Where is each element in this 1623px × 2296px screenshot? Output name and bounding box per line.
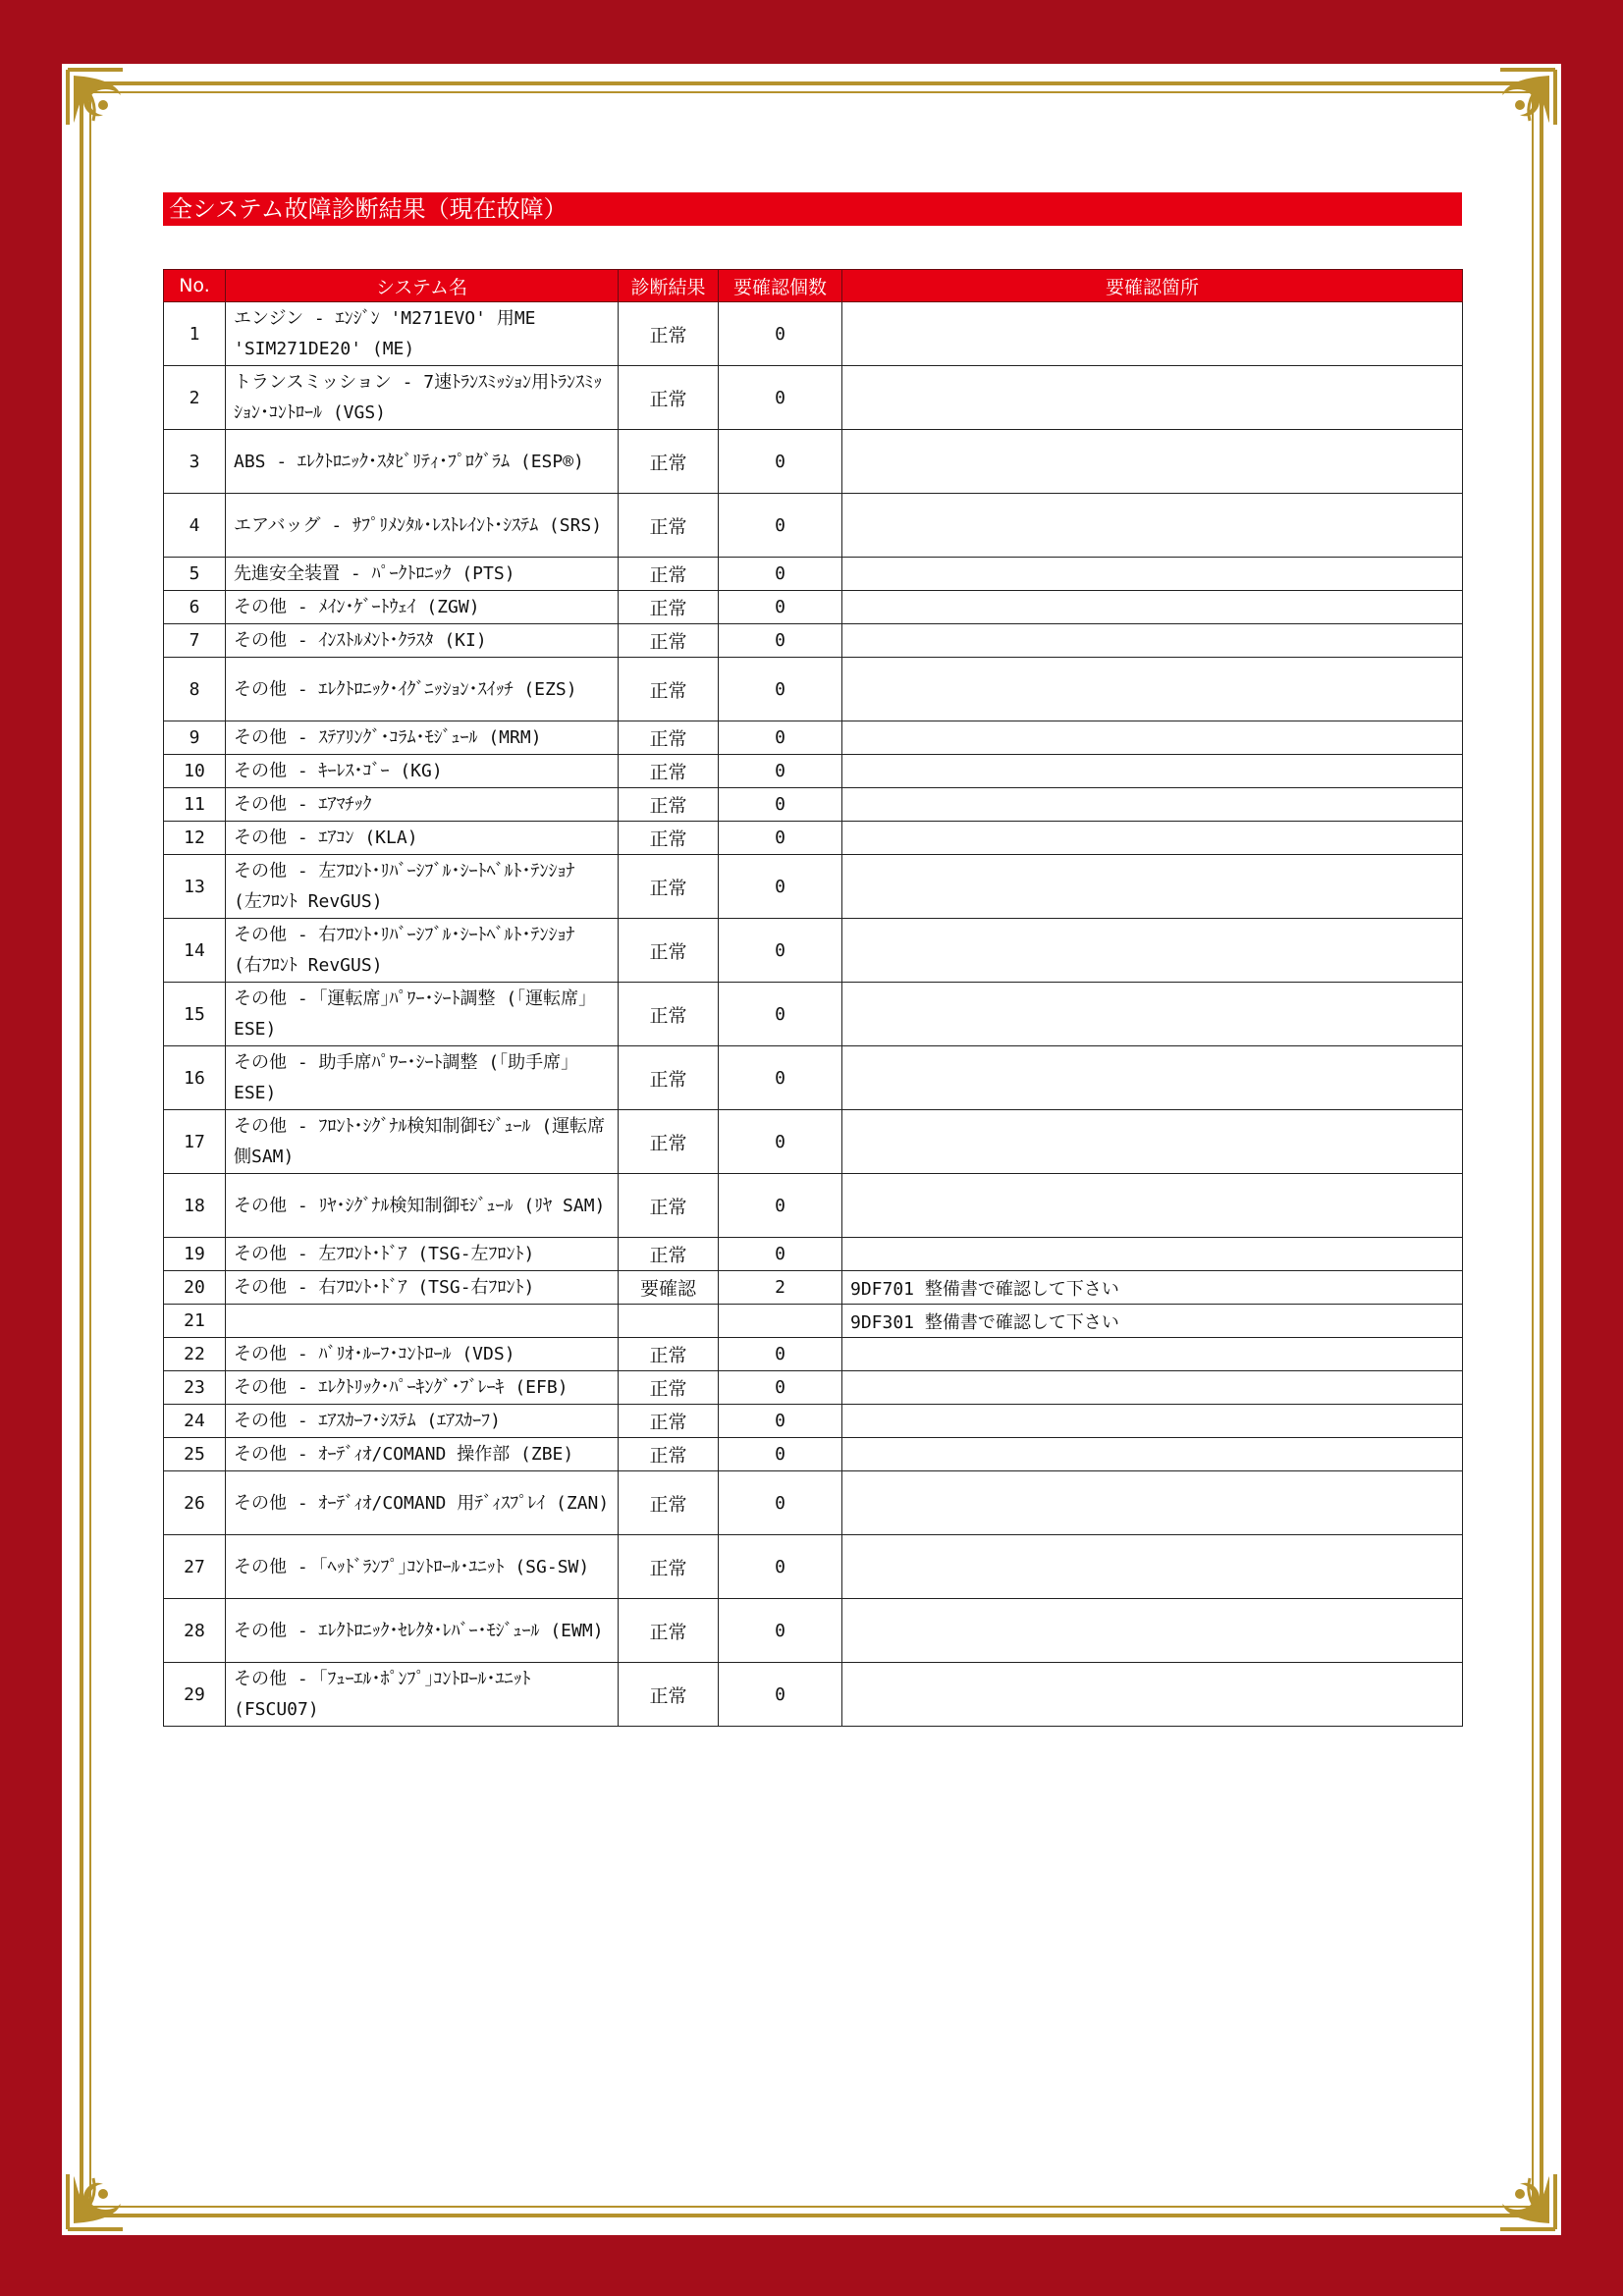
row-system-name: その他 - 右ﾌﾛﾝﾄ･ﾄﾞｱ (TSG-右ﾌﾛﾝﾄ) bbox=[226, 1271, 619, 1305]
row-no: 27 bbox=[164, 1535, 226, 1599]
row-system-name: その他 - ｴｱｺﾝ (KLA) bbox=[226, 822, 619, 855]
row-no: 22 bbox=[164, 1338, 226, 1371]
row-no: 12 bbox=[164, 822, 226, 855]
row-no: 10 bbox=[164, 755, 226, 788]
row-result: 正常 bbox=[619, 1371, 719, 1405]
row-location: 9DF701 整備書で確認して下さい bbox=[842, 1271, 1463, 1305]
table-row bbox=[164, 624, 1463, 658]
row-system-name: エンジン - ｴﾝｼﾞﾝ 'M271EVO' 用ME 'SIM271DE20' (ME) bbox=[226, 302, 619, 366]
row-no: 20 bbox=[164, 1271, 226, 1305]
row-system-name: その他 - ｴﾚｸﾄﾛﾆｯｸ･ｾﾚｸﾀ･ﾚﾊﾞｰ･ﾓｼﾞｭｰﾙ (EWM) bbox=[226, 1599, 619, 1663]
table-row bbox=[164, 366, 1463, 430]
row-result: 正常 bbox=[619, 1535, 719, 1599]
row-no: 23 bbox=[164, 1371, 226, 1405]
row-count: 0 bbox=[719, 558, 842, 591]
table-row bbox=[164, 1046, 1463, 1110]
row-count: 0 bbox=[719, 302, 842, 366]
table-row bbox=[164, 302, 1463, 366]
row-location bbox=[842, 1535, 1463, 1599]
row-system-name: その他 - ﾌﾛﾝﾄ･ｼｸﾞﾅﾙ検知制御ﾓｼﾞｭｰﾙ (運転席側SAM) bbox=[226, 1110, 619, 1174]
table-row bbox=[164, 1535, 1463, 1599]
row-location bbox=[842, 1599, 1463, 1663]
row-system-name bbox=[226, 1305, 619, 1338]
header-count: 要確認個数 bbox=[719, 270, 842, 302]
row-location bbox=[842, 755, 1463, 788]
row-location bbox=[842, 1405, 1463, 1438]
row-result: 正常 bbox=[619, 494, 719, 558]
row-count: 0 bbox=[719, 1338, 842, 1371]
row-location: 9DF301 整備書で確認して下さい bbox=[842, 1305, 1463, 1338]
row-result: 正常 bbox=[619, 1238, 719, 1271]
row-system-name: その他 - 右ﾌﾛﾝﾄ･ﾘﾊﾞｰｼﾌﾞﾙ･ｼｰﾄﾍﾞﾙﾄ･ﾃﾝｼｮﾅ (右ﾌﾛﾝﾄ RevGUS) bbox=[226, 919, 619, 983]
row-location bbox=[842, 788, 1463, 822]
report-page bbox=[62, 64, 1561, 2235]
row-result: 正常 bbox=[619, 822, 719, 855]
row-system-name: その他 - ｴｱﾏﾁｯｸ bbox=[226, 788, 619, 822]
row-result: 正常 bbox=[619, 302, 719, 366]
table-row bbox=[164, 788, 1463, 822]
row-count: 2 bbox=[719, 1271, 842, 1305]
row-location bbox=[842, 822, 1463, 855]
row-count: 0 bbox=[719, 1663, 842, 1727]
row-no: 3 bbox=[164, 430, 226, 494]
table-row bbox=[164, 983, 1463, 1046]
row-count: 0 bbox=[719, 1438, 842, 1471]
row-location bbox=[842, 1471, 1463, 1535]
header-result: 診断結果 bbox=[619, 270, 719, 302]
row-count: 0 bbox=[719, 624, 842, 658]
row-system-name: その他 - ｵｰﾃﾞｨｵ/COMAND 用ﾃﾞｨｽﾌﾟﾚｲ (ZAN) bbox=[226, 1471, 619, 1535]
row-location bbox=[842, 366, 1463, 430]
row-location bbox=[842, 983, 1463, 1046]
row-no: 18 bbox=[164, 1174, 226, 1238]
row-system-name: その他 - ｢ﾌｭｰｴﾙ･ﾎﾟﾝﾌﾟ｣ｺﾝﾄﾛｰﾙ･ﾕﾆｯﾄ (FSCU07) bbox=[226, 1663, 619, 1727]
row-no: 13 bbox=[164, 855, 226, 919]
row-count: 0 bbox=[719, 430, 842, 494]
row-system-name: その他 - ﾒｲﾝ･ｹﾞｰﾄｳｪｲ (ZGW) bbox=[226, 591, 619, 624]
row-count: 0 bbox=[719, 1238, 842, 1271]
diagnosis-table bbox=[163, 269, 1463, 1727]
row-count: 0 bbox=[719, 1405, 842, 1438]
row-location bbox=[842, 919, 1463, 983]
row-location bbox=[842, 1174, 1463, 1238]
row-result: 正常 bbox=[619, 1663, 719, 1727]
row-system-name: その他 - ｢運転席｣ﾊﾟﾜｰ･ｼｰﾄ調整 (｢運転席｣ESE) bbox=[226, 983, 619, 1046]
row-no: 11 bbox=[164, 788, 226, 822]
row-result: 要確認 bbox=[619, 1271, 719, 1305]
row-result: 正常 bbox=[619, 591, 719, 624]
row-system-name: ABS - ｴﾚｸﾄﾛﾆｯｸ･ｽﾀﾋﾞﾘﾃｨ･ﾌﾟﾛｸﾞﾗﾑ (ESP®) bbox=[226, 430, 619, 494]
row-count: 0 bbox=[719, 366, 842, 430]
header-location: 要確認箇所 bbox=[842, 270, 1463, 302]
row-location bbox=[842, 1238, 1463, 1271]
table-row bbox=[164, 1338, 1463, 1371]
row-result: 正常 bbox=[619, 721, 719, 755]
row-system-name: その他 - 左ﾌﾛﾝﾄ･ﾄﾞｱ (TSG-左ﾌﾛﾝﾄ) bbox=[226, 1238, 619, 1271]
row-no: 9 bbox=[164, 721, 226, 755]
table-row bbox=[164, 1599, 1463, 1663]
row-result: 正常 bbox=[619, 1405, 719, 1438]
row-count: 0 bbox=[719, 1599, 842, 1663]
table-row bbox=[164, 755, 1463, 788]
row-system-name: その他 - ｴｱｽｶｰﾌ･ｼｽﾃﾑ (ｴｱｽｶｰﾌ) bbox=[226, 1405, 619, 1438]
row-count: 0 bbox=[719, 1371, 842, 1405]
row-count: 0 bbox=[719, 591, 842, 624]
row-count: 0 bbox=[719, 822, 842, 855]
row-result: 正常 bbox=[619, 788, 719, 822]
row-no: 14 bbox=[164, 919, 226, 983]
table-row bbox=[164, 558, 1463, 591]
table-row bbox=[164, 855, 1463, 919]
row-system-name: その他 - ｽﾃｱﾘﾝｸﾞ･ｺﾗﾑ･ﾓｼﾞｭｰﾙ (MRM) bbox=[226, 721, 619, 755]
row-no: 16 bbox=[164, 1046, 226, 1110]
row-location bbox=[842, 591, 1463, 624]
row-count: 0 bbox=[719, 658, 842, 721]
row-result: 正常 bbox=[619, 855, 719, 919]
table-row bbox=[164, 1110, 1463, 1174]
table-row bbox=[164, 1305, 1463, 1338]
row-location bbox=[842, 430, 1463, 494]
row-result: 正常 bbox=[619, 624, 719, 658]
row-system-name: その他 - ｵｰﾃﾞｨｵ/COMAND 操作部 (ZBE) bbox=[226, 1438, 619, 1471]
corner-ornament-icon bbox=[1471, 66, 1559, 154]
table-row bbox=[164, 1271, 1463, 1305]
row-location bbox=[842, 302, 1463, 366]
row-count: 0 bbox=[719, 1535, 842, 1599]
table-row bbox=[164, 591, 1463, 624]
row-system-name: その他 - ﾘﾔ･ｼｸﾞﾅﾙ検知制御ﾓｼﾞｭｰﾙ (ﾘﾔ SAM) bbox=[226, 1174, 619, 1238]
row-system-name: その他 - 助手席ﾊﾟﾜｰ･ｼｰﾄ調整 (｢助手席｣ESE) bbox=[226, 1046, 619, 1110]
row-location bbox=[842, 1046, 1463, 1110]
row-system-name: エアバッグ - ｻﾌﾟﾘﾒﾝﾀﾙ･ﾚｽﾄﾚｲﾝﾄ･ｼｽﾃﾑ (SRS) bbox=[226, 494, 619, 558]
table-header-row bbox=[164, 270, 1463, 302]
row-location bbox=[842, 1338, 1463, 1371]
row-result: 正常 bbox=[619, 983, 719, 1046]
row-count: 0 bbox=[719, 721, 842, 755]
row-count: 0 bbox=[719, 855, 842, 919]
corner-ornament-icon bbox=[64, 66, 152, 154]
row-no: 15 bbox=[164, 983, 226, 1046]
row-result: 正常 bbox=[619, 755, 719, 788]
row-no: 21 bbox=[164, 1305, 226, 1338]
row-no: 4 bbox=[164, 494, 226, 558]
row-system-name: 先進安全装置 - ﾊﾟｰｸﾄﾛﾆｯｸ (PTS) bbox=[226, 558, 619, 591]
row-result: 正常 bbox=[619, 658, 719, 721]
table-row bbox=[164, 822, 1463, 855]
row-no: 6 bbox=[164, 591, 226, 624]
row-count: 0 bbox=[719, 1046, 842, 1110]
row-system-name: その他 - ｴﾚｸﾄﾛﾆｯｸ･ｲｸﾞﾆｯｼｮﾝ･ｽｲｯﾁ (EZS) bbox=[226, 658, 619, 721]
table-row bbox=[164, 430, 1463, 494]
table-row bbox=[164, 1663, 1463, 1727]
table-row bbox=[164, 919, 1463, 983]
section-title: 全システム故障診断結果（現在故障） bbox=[163, 192, 1462, 226]
row-location bbox=[842, 494, 1463, 558]
table-row bbox=[164, 1371, 1463, 1405]
row-result: 正常 bbox=[619, 558, 719, 591]
row-location bbox=[842, 1110, 1463, 1174]
row-no: 17 bbox=[164, 1110, 226, 1174]
row-no: 25 bbox=[164, 1438, 226, 1471]
row-system-name: その他 - ｴﾚｸﾄﾘｯｸ･ﾊﾟｰｷﾝｸﾞ･ﾌﾞﾚｰｷ (EFB) bbox=[226, 1371, 619, 1405]
row-no: 2 bbox=[164, 366, 226, 430]
row-location bbox=[842, 855, 1463, 919]
table-row bbox=[164, 494, 1463, 558]
row-result: 正常 bbox=[619, 1438, 719, 1471]
row-no: 5 bbox=[164, 558, 226, 591]
corner-ornament-icon bbox=[64, 2145, 152, 2233]
row-result: 正常 bbox=[619, 1471, 719, 1535]
table-row bbox=[164, 1471, 1463, 1535]
row-result: 正常 bbox=[619, 1174, 719, 1238]
row-result: 正常 bbox=[619, 1338, 719, 1371]
row-result: 正常 bbox=[619, 366, 719, 430]
row-no: 24 bbox=[164, 1405, 226, 1438]
table-body bbox=[164, 302, 1463, 1727]
table-row bbox=[164, 1438, 1463, 1471]
row-no: 19 bbox=[164, 1238, 226, 1271]
row-location bbox=[842, 1663, 1463, 1727]
row-no: 7 bbox=[164, 624, 226, 658]
row-count: 0 bbox=[719, 755, 842, 788]
row-location bbox=[842, 558, 1463, 591]
row-result: 正常 bbox=[619, 1599, 719, 1663]
row-location bbox=[842, 624, 1463, 658]
row-location bbox=[842, 1438, 1463, 1471]
row-count: 0 bbox=[719, 494, 842, 558]
row-location bbox=[842, 1371, 1463, 1405]
row-no: 8 bbox=[164, 658, 226, 721]
row-no: 1 bbox=[164, 302, 226, 366]
row-result: 正常 bbox=[619, 1110, 719, 1174]
table-row bbox=[164, 1238, 1463, 1271]
corner-ornament-icon bbox=[1471, 2145, 1559, 2233]
row-system-name: その他 - ｢ﾍｯﾄﾞﾗﾝﾌﾟ｣ｺﾝﾄﾛｰﾙ･ﾕﾆｯﾄ (SG-SW) bbox=[226, 1535, 619, 1599]
row-system-name: その他 - ｷｰﾚｽ･ｺﾞｰ (KG) bbox=[226, 755, 619, 788]
row-count: 0 bbox=[719, 983, 842, 1046]
table-row bbox=[164, 1174, 1463, 1238]
row-system-name: その他 - ｲﾝｽﾄﾙﾒﾝﾄ･ｸﾗｽﾀ (KI) bbox=[226, 624, 619, 658]
row-system-name: トランスミッション - 7速ﾄﾗﾝｽﾐｯｼｮﾝ用ﾄﾗﾝｽﾐｯｼｮﾝ･ｺﾝﾄﾛｰﾙ (VGS) bbox=[226, 366, 619, 430]
row-result bbox=[619, 1305, 719, 1338]
row-system-name: その他 - 左ﾌﾛﾝﾄ･ﾘﾊﾞｰｼﾌﾞﾙ･ｼｰﾄﾍﾞﾙﾄ･ﾃﾝｼｮﾅ (左ﾌﾛﾝﾄ RevGUS) bbox=[226, 855, 619, 919]
row-count: 0 bbox=[719, 788, 842, 822]
row-location bbox=[842, 658, 1463, 721]
row-location bbox=[842, 721, 1463, 755]
row-count bbox=[719, 1305, 842, 1338]
row-no: 26 bbox=[164, 1471, 226, 1535]
table-row bbox=[164, 658, 1463, 721]
row-system-name: その他 - ﾊﾞﾘｵ･ﾙｰﾌ･ｺﾝﾄﾛｰﾙ (VDS) bbox=[226, 1338, 619, 1371]
header-system: システム名 bbox=[226, 270, 619, 302]
row-result: 正常 bbox=[619, 919, 719, 983]
row-result: 正常 bbox=[619, 430, 719, 494]
row-count: 0 bbox=[719, 919, 842, 983]
row-count: 0 bbox=[719, 1110, 842, 1174]
table-row bbox=[164, 721, 1463, 755]
row-count: 0 bbox=[719, 1471, 842, 1535]
row-no: 29 bbox=[164, 1663, 226, 1727]
header-no: No. bbox=[164, 270, 226, 302]
row-no: 28 bbox=[164, 1599, 226, 1663]
table-row bbox=[164, 1405, 1463, 1438]
row-count: 0 bbox=[719, 1174, 842, 1238]
row-result: 正常 bbox=[619, 1046, 719, 1110]
